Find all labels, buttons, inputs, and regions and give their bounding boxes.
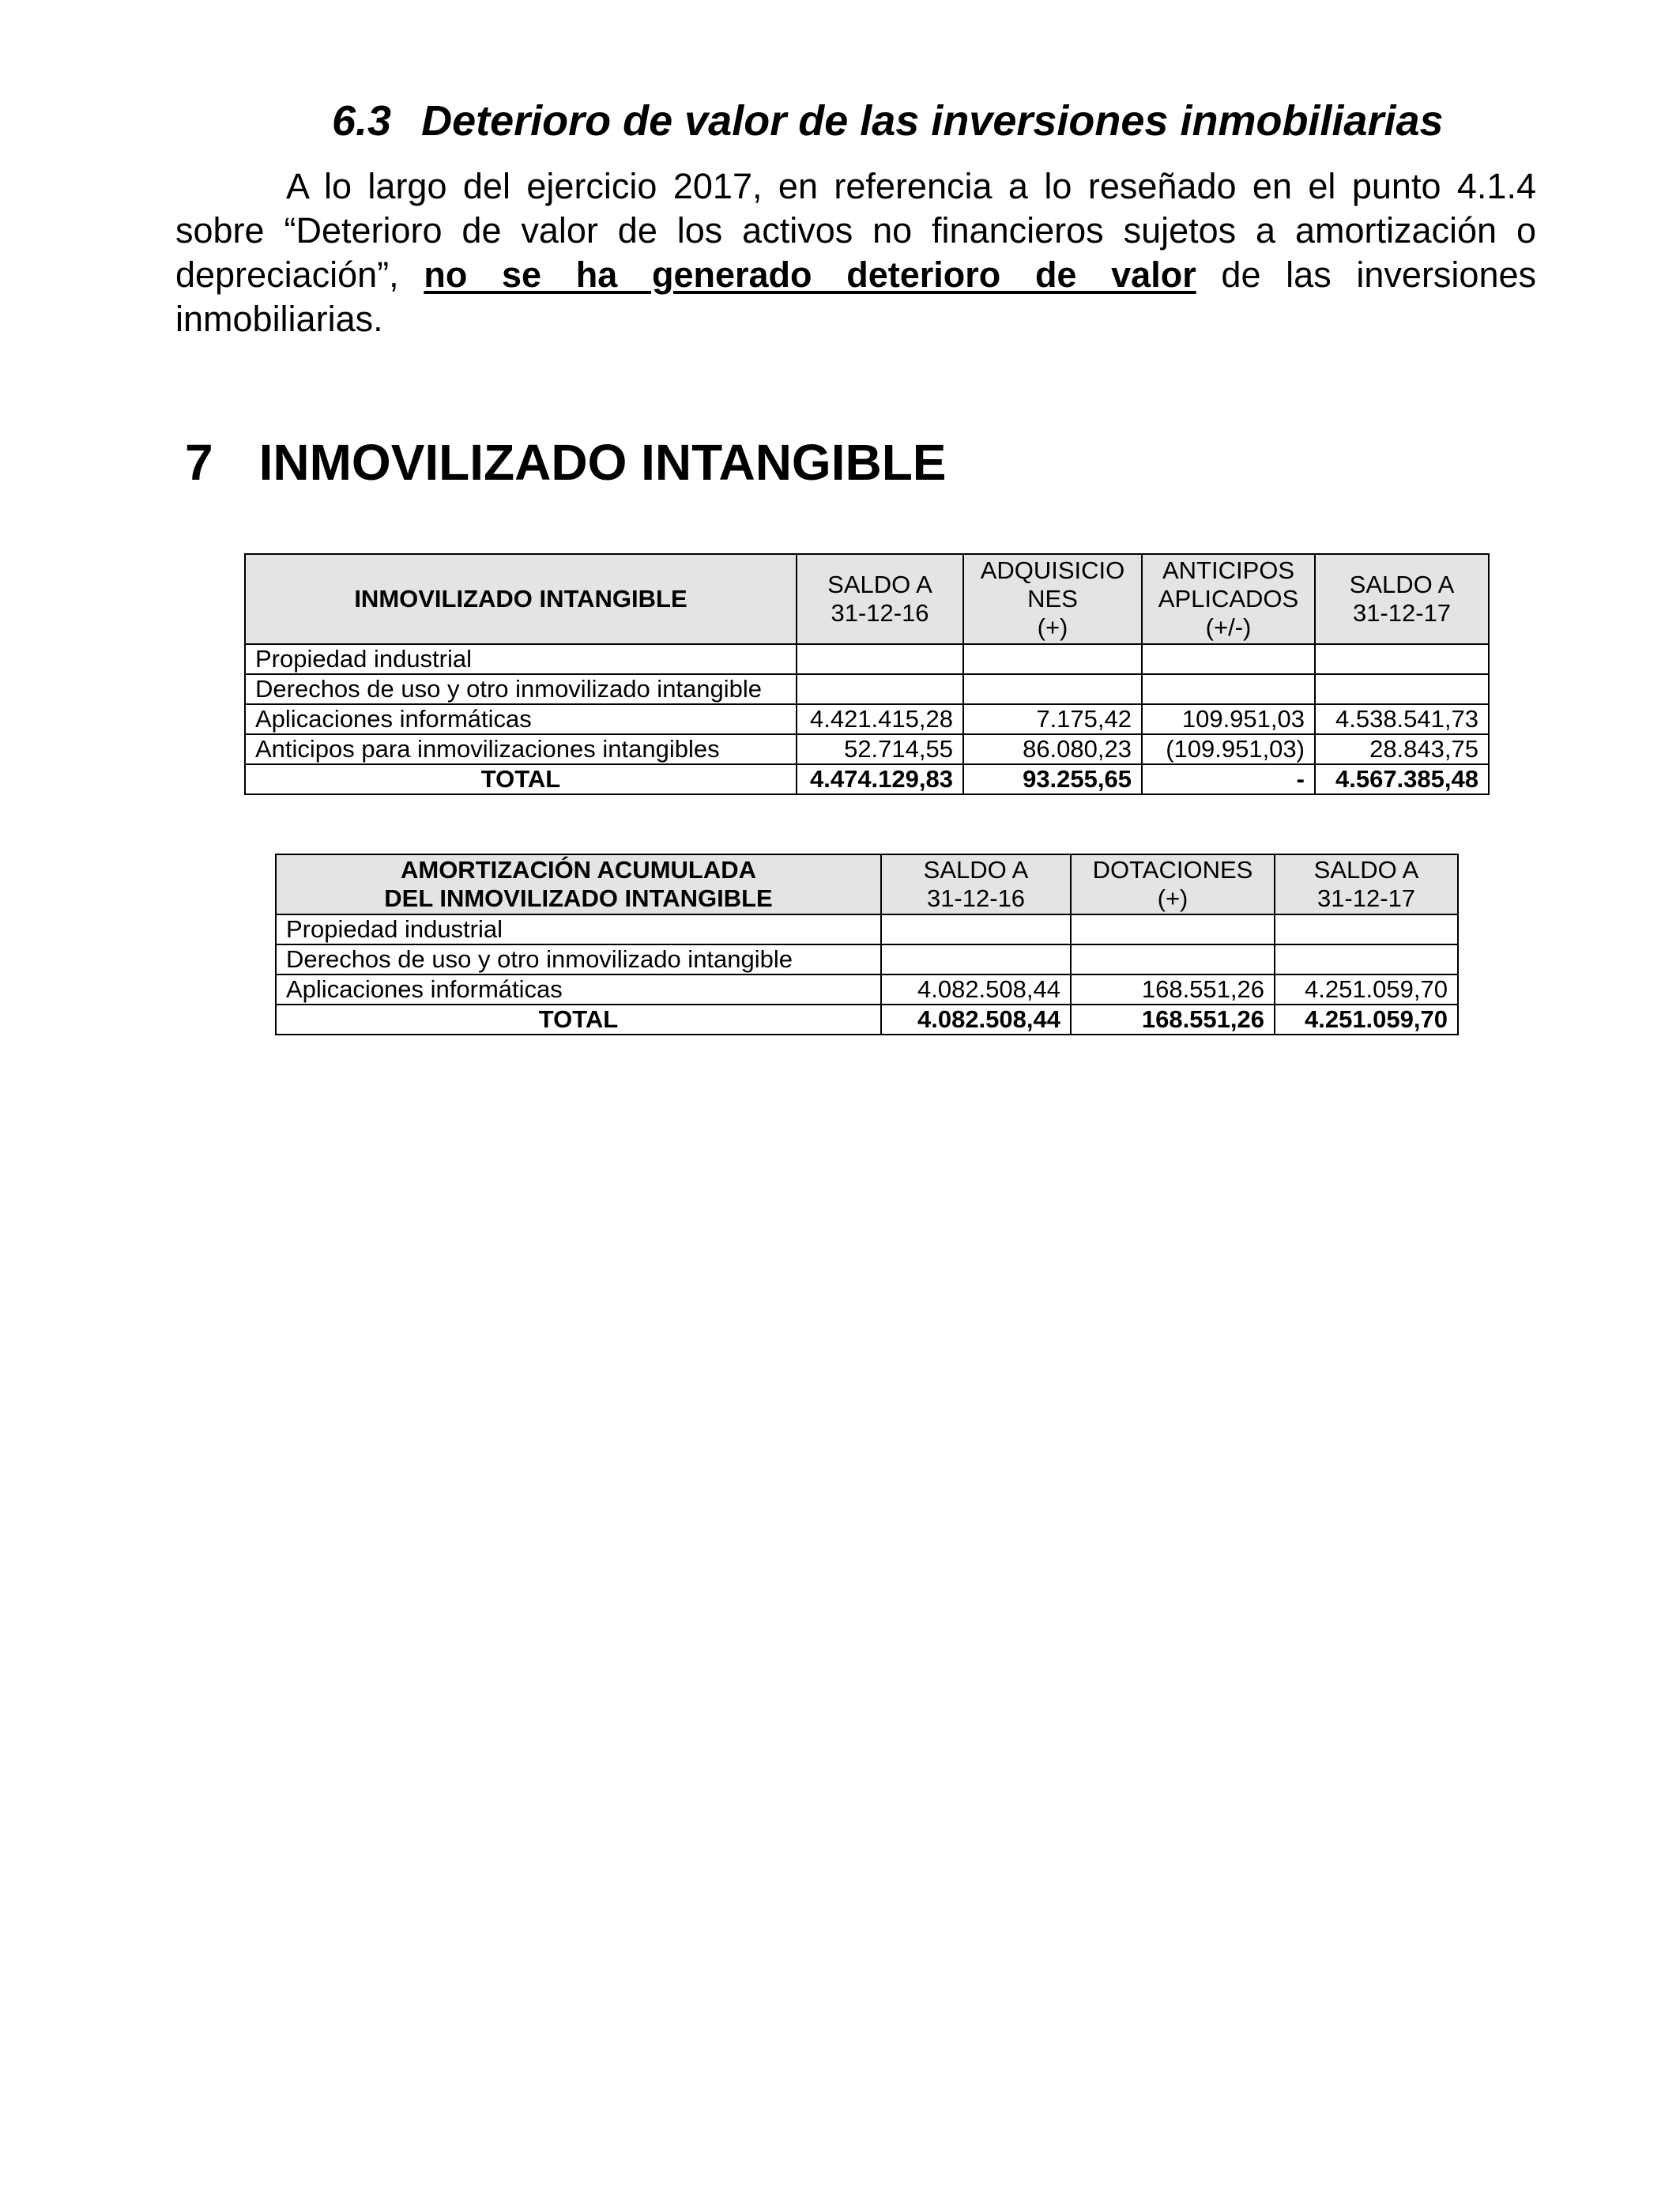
cell: 28.843,75 — [1315, 734, 1489, 764]
header-anticipos-aplicados: ANTICIPOS APLICADOS (+/-) — [1142, 554, 1315, 644]
amortization-table — [275, 854, 1459, 1035]
cell: 4.538.541,73 — [1315, 704, 1489, 734]
intangible-assets-table — [244, 553, 1490, 795]
paragraph-text-end: de las inversiones inmobiliarias. — [175, 254, 1537, 339]
header-adquisiciones: ADQUISICIO NES (+) — [963, 554, 1142, 644]
total-cell: 4.082.508,44 — [881, 1005, 1071, 1035]
table-total-row — [245, 764, 1489, 794]
cell — [1142, 674, 1315, 704]
header-label: AMORTIZACIÓN ACUMULADA DEL INMOVILIZADO INTANGIBLE — [276, 854, 881, 914]
cell: 4.082.508,44 — [881, 974, 1071, 1005]
cell — [963, 674, 1142, 704]
cell — [881, 914, 1071, 944]
header-saldo-16: SALDO A 31-12-16 — [797, 554, 963, 644]
cell — [1315, 674, 1489, 704]
section-6-3-paragraph — [175, 164, 1536, 341]
cell — [1071, 944, 1275, 974]
header-saldo-17: SALDO A 31-12-17 — [1315, 554, 1489, 644]
row-label: Anticipos para inmovilizaciones intangibles — [245, 734, 797, 764]
cell — [881, 944, 1071, 974]
section-title: Deterioro de valor de las inversiones inmobiliarias — [421, 97, 1444, 145]
header-saldo-17: SALDO A 31-12-17 — [1275, 854, 1458, 914]
cell — [1071, 914, 1275, 944]
section-number: 6.3 — [332, 97, 392, 145]
section-7-heading — [185, 433, 946, 492]
total-cell: 4.474.129,83 — [797, 764, 963, 794]
cell — [797, 674, 963, 704]
cell — [1142, 644, 1315, 674]
row-label: Propiedad industrial — [276, 914, 881, 944]
cell — [1315, 644, 1489, 674]
row-label: Derechos de uso y otro inmovilizado intangible — [276, 944, 881, 974]
table-row — [245, 734, 1489, 764]
row-label: Propiedad industrial — [245, 644, 797, 674]
cell: 4.421.415,28 — [797, 704, 963, 734]
total-cell: 168.551,26 — [1071, 1005, 1275, 1035]
total-label: TOTAL — [245, 764, 797, 794]
total-cell: 4.251.059,70 — [1275, 1005, 1458, 1035]
table-row — [276, 914, 1458, 944]
table-header-row — [276, 854, 1458, 914]
cell: 4.251.059,70 — [1275, 974, 1458, 1005]
table-header-row — [245, 554, 1489, 644]
table-row — [245, 704, 1489, 734]
paragraph-text: A lo largo del ejercicio 2017, en referencia a lo reseñado en el punto 4.1.4 sobre “Deterioro de valor de los activos no financieros sujetos a amortización o depreciación”, — [175, 166, 1536, 295]
row-label: Aplicaciones informáticas — [276, 974, 881, 1005]
total-cell: 93.255,65 — [963, 764, 1142, 794]
table-row — [245, 644, 1489, 674]
cell: 168.551,26 — [1071, 974, 1275, 1005]
total-cell: 4.567.385,48 — [1315, 764, 1489, 794]
section-number: 7 — [185, 434, 213, 491]
section-title: INMOVILIZADO INTANGIBLE — [258, 434, 947, 491]
table-row — [245, 674, 1489, 704]
header-label: INMOVILIZADO INTANGIBLE — [245, 554, 797, 644]
total-label: TOTAL — [276, 1005, 881, 1035]
header-dotaciones: DOTACIONES (+) — [1071, 854, 1275, 914]
cell: 109.951,03 — [1142, 704, 1315, 734]
section-6-3-heading — [332, 96, 1444, 145]
header-saldo-16: SALDO A 31-12-16 — [881, 854, 1071, 914]
total-cell: - — [1142, 764, 1315, 794]
cell — [797, 644, 963, 674]
paragraph-emphasis: no se ha generado deterioro de valor — [424, 254, 1196, 295]
table-total-row — [276, 1005, 1458, 1035]
row-label: Derechos de uso y otro inmovilizado intangible — [245, 674, 797, 704]
cell — [1275, 914, 1458, 944]
cell — [963, 644, 1142, 674]
cell: 86.080,23 — [963, 734, 1142, 764]
table-row — [276, 974, 1458, 1005]
row-label: Aplicaciones informáticas — [245, 704, 797, 734]
cell — [1275, 944, 1458, 974]
cell: 52.714,55 — [797, 734, 963, 764]
table-row — [276, 944, 1458, 974]
cell: (109.951,03) — [1142, 734, 1315, 764]
cell: 7.175,42 — [963, 704, 1142, 734]
